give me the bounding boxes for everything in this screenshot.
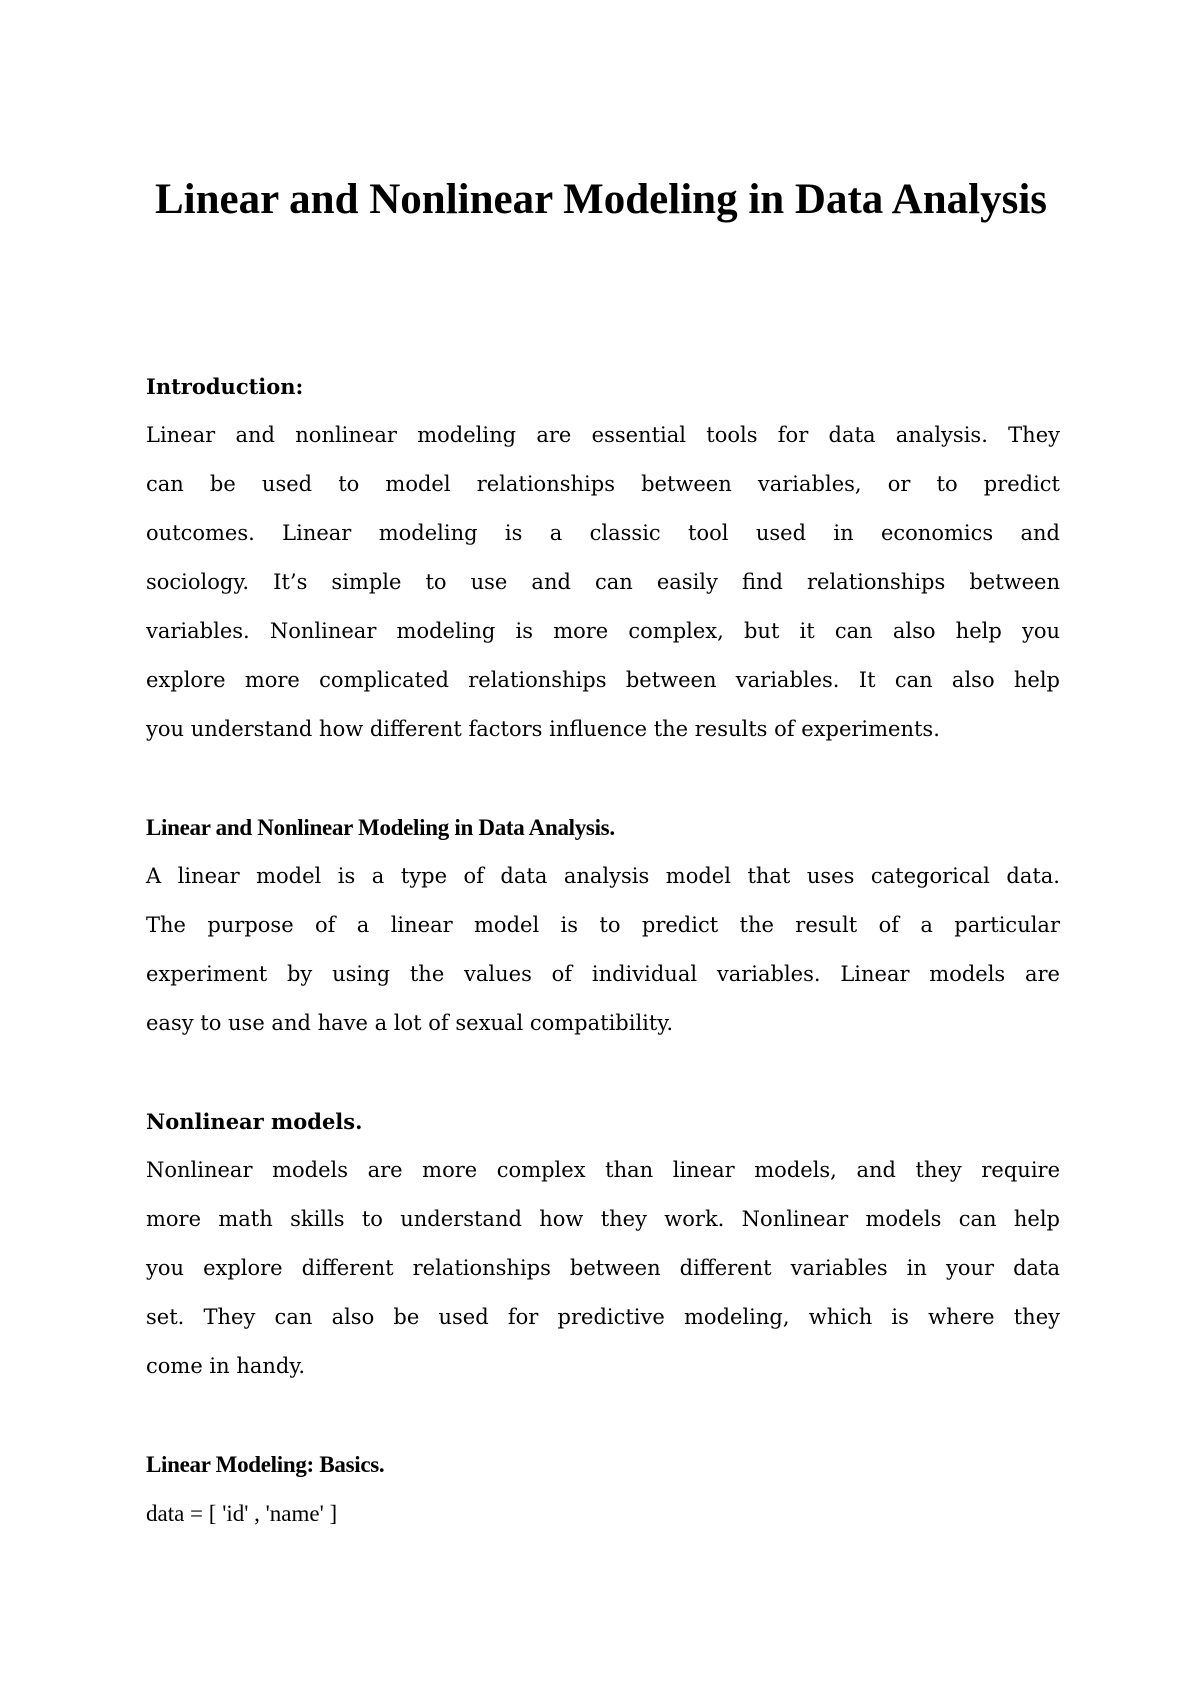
text-line: A linear model is a type of data analysis model that uses categorical data.: [146, 864, 1060, 888]
text-line: The purpose of a linear model is to predict the result of a particular: [146, 913, 1060, 937]
text-line: Nonlinear models are more complex than linear models, and they require: [146, 1158, 1060, 1182]
text-line: easy to use and have a lot of sexual compatibility.: [146, 1011, 674, 1035]
text-line: sociology. It’s simple to use and can easily find relationships between: [146, 570, 1060, 594]
code-line: data = [ 'id' , 'name' ]: [146, 1501, 338, 1526]
text-line: come in handy.: [146, 1354, 306, 1378]
paragraph-spacer: [146, 754, 1060, 803]
text-line: you explore different relationships between different variables in your data: [146, 1256, 1060, 1280]
section-heading-nonlinear-models: Nonlinear models.: [146, 1109, 363, 1134]
text-line: variables. Nonlinear modeling is more complex, but it can also help you: [146, 619, 1060, 643]
text-line: you understand how different factors influence the results of experiments.: [146, 717, 940, 741]
paragraph-spacer: [146, 1391, 1060, 1440]
text-line: can be used to model relationships between variables, or to predict: [146, 472, 1060, 496]
text-line: more math skills to understand how they work. Nonlinear models can help: [146, 1207, 1060, 1231]
paragraph-linear-model: [146, 852, 1060, 1048]
document-title: Linear and Nonlinear Modeling in Data Analysis: [154, 176, 1048, 223]
paragraph-introduction: [146, 411, 1060, 754]
section-heading-introduction: Introduction:: [146, 374, 304, 399]
section-heading-linear-nonlinear: Linear and Nonlinear Modeling in Data Analysis.: [146, 815, 615, 840]
text-line: explore more complicated relationships between variables. It can also help: [146, 668, 1060, 692]
text-line: Linear and nonlinear modeling are essential tools for data analysis. They: [146, 423, 1060, 447]
paragraph-nonlinear-models: [146, 1146, 1060, 1391]
document-body: [146, 362, 1060, 1538]
paragraph-spacer: [146, 1048, 1060, 1097]
text-line: experiment by using the values of individual variables. Linear models are: [146, 962, 1060, 986]
text-line: outcomes. Linear modeling is a classic tool used in economics and: [146, 521, 1060, 545]
section-heading-linear-basics: Linear Modeling: Basics.: [146, 1452, 385, 1477]
text-line: set. They can also be used for predictive modeling, which is where they: [146, 1305, 1060, 1329]
